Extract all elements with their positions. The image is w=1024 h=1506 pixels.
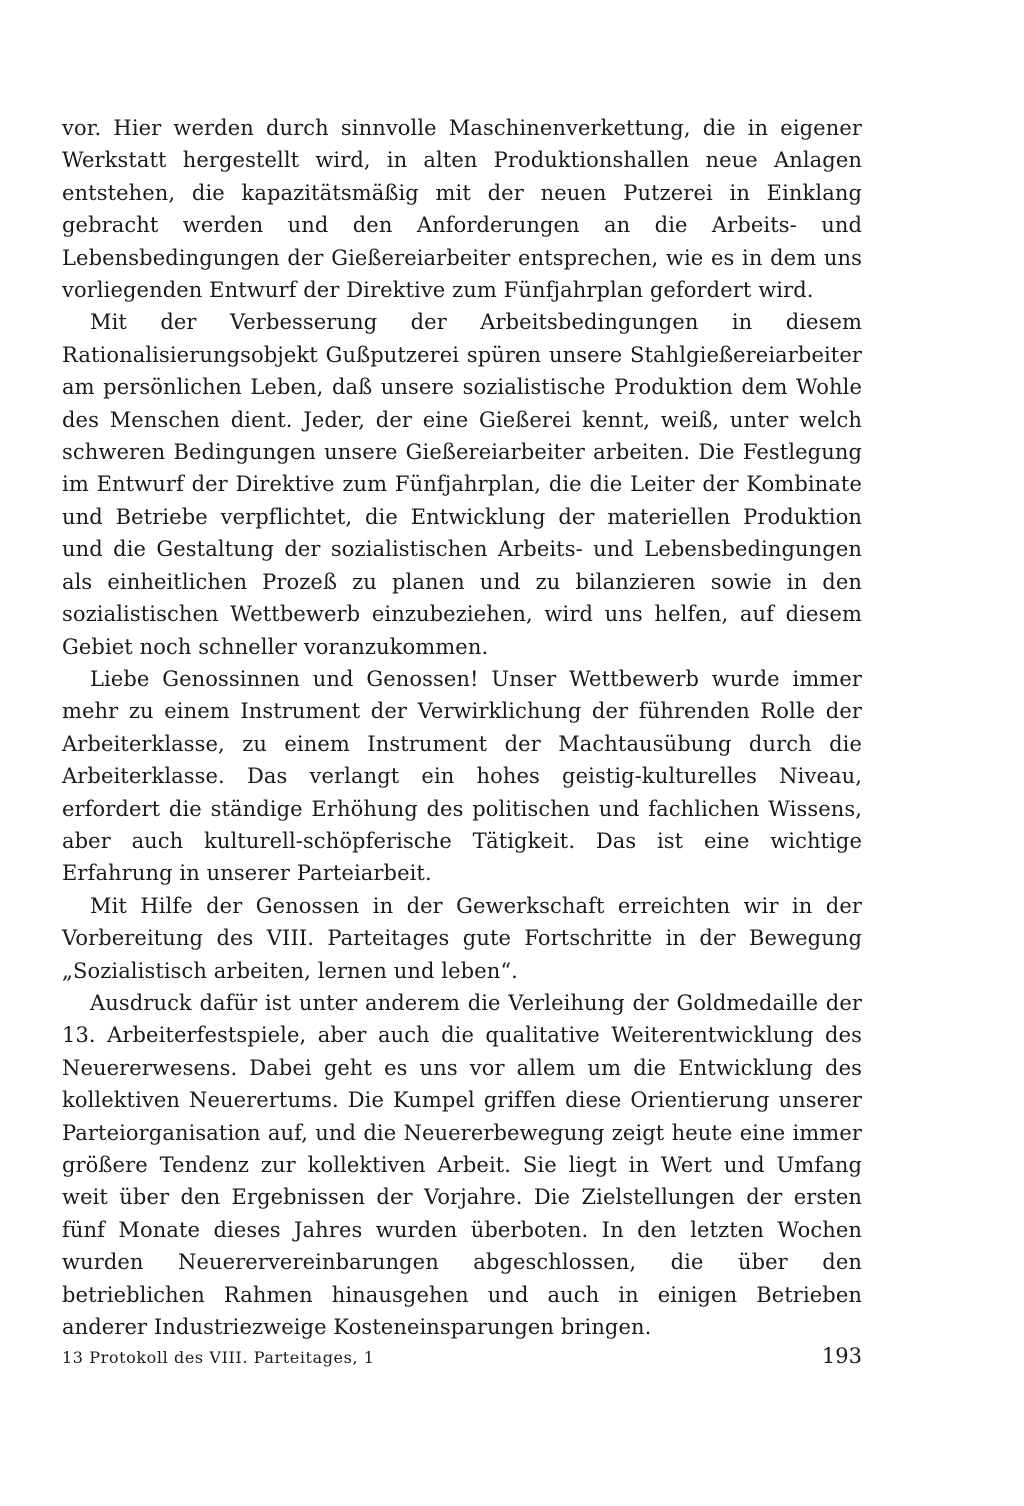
paragraph-4: Mit Hilfe der Genossen in der Gewerkschaft erreichten wir in der Vorbereitung des VIII. Parteitages gute Fortschritte in der Bewegung „Sozialistisch arbeiten, lernen und leben“. [62, 893, 862, 983]
paragraph-5: Ausdruck dafür ist unter anderem die Verleihung der Goldmedaille der 13. Arbeiterfestspiele, aber auch die qualitative Weiterentwicklung des Neuererwesens. Dabei geht es uns vor allem um die Entwicklung des kollektiven Neuerertums. Die Kumpel griffen diese Orientierung unserer Parteiorganisation auf, und die Neuererbewegung zeigt heute eine immer größere Tendenz zur kollektiven Arbeit. Sie liegt in Wert und Umfang weit über den Ergebnissen der Vorjahre. Die Zielstellungen der ersten fünf Monate dieses Jahres wurden überboten. In den letzten Wochen wurden Neuerervereinbarungen abgeschlossen, die über den betrieblichen Rahmen hinausgehen und auch in einigen Betrieben anderer Industriezweige Kosteneinsparungen bringen. [62, 990, 862, 1340]
footer-signature: 13 Protokoll des VIII. Parteitages, 1 [62, 1348, 375, 1367]
paragraph-3: Liebe Genossinnen und Genossen! Unser Wettbewerb wurde immer mehr zu einem Instrument der Verwirklichung der führenden Rolle der Arbeiterklasse, zu einem Instrument der Machtausübung durch die Arbeiterklasse. Das verlangt ein hohes geistig-kulturelles Niveau, erfordert die ständige Erhöhung des politischen und fachlichen Wissens, aber auch kulturell-schöpferische Tätigkeit. Das ist eine wichtige Erfahrung in unserer Parteiarbeit. [62, 666, 862, 886]
paragraph-1: vor. Hier werden durch sinnvolle Maschinenverkettung, die in eigener Werkstatt hergestellt wird, in alten Produktionshallen neue Anlagen entstehen, die kapazitätsmäßig mit der neuen Putzerei in Einklang gebracht werden und den Anforderungen an die Arbeits- und Lebensbedingungen der Gießereiarbeiter entsprechen, wie es in dem uns vorliegenden Entwurf der Direktive zum Fünfjahrplan gefordert wird. [62, 116, 862, 303]
paragraph-2: Mit der Verbesserung der Arbeitsbedingungen in diesem Rationalisierungsobjekt Gußputzerei spüren unsere Stahlgießereiarbeiter am persönlichen Leben, daß unsere sozialistische Produktion dem Wohle des Menschen dient. Jeder, der eine Gießerei kennt, weiß, unter welch schweren Bedingungen unsere Gießereiarbeiter arbeiten. Die Festlegung im Entwurf der Direktive zum Fünfjahrplan, die die Leiter der Kombinate und Betriebe verpflichtet, die Entwicklung der materiellen Produktion und die Gestaltung der sozialistischen Arbeits- und Lebensbedingungen als einheitlichen Prozeß zu planen und zu bilanzieren sowie in den sozialistischen Wettbewerb einzubeziehen, wird uns helfen, auf diesem Gebiet noch schneller voranzukommen. [62, 310, 862, 659]
page-footer [62, 1344, 862, 1372]
page-body [62, 112, 862, 1343]
page-number: 193 [821, 1344, 862, 1368]
